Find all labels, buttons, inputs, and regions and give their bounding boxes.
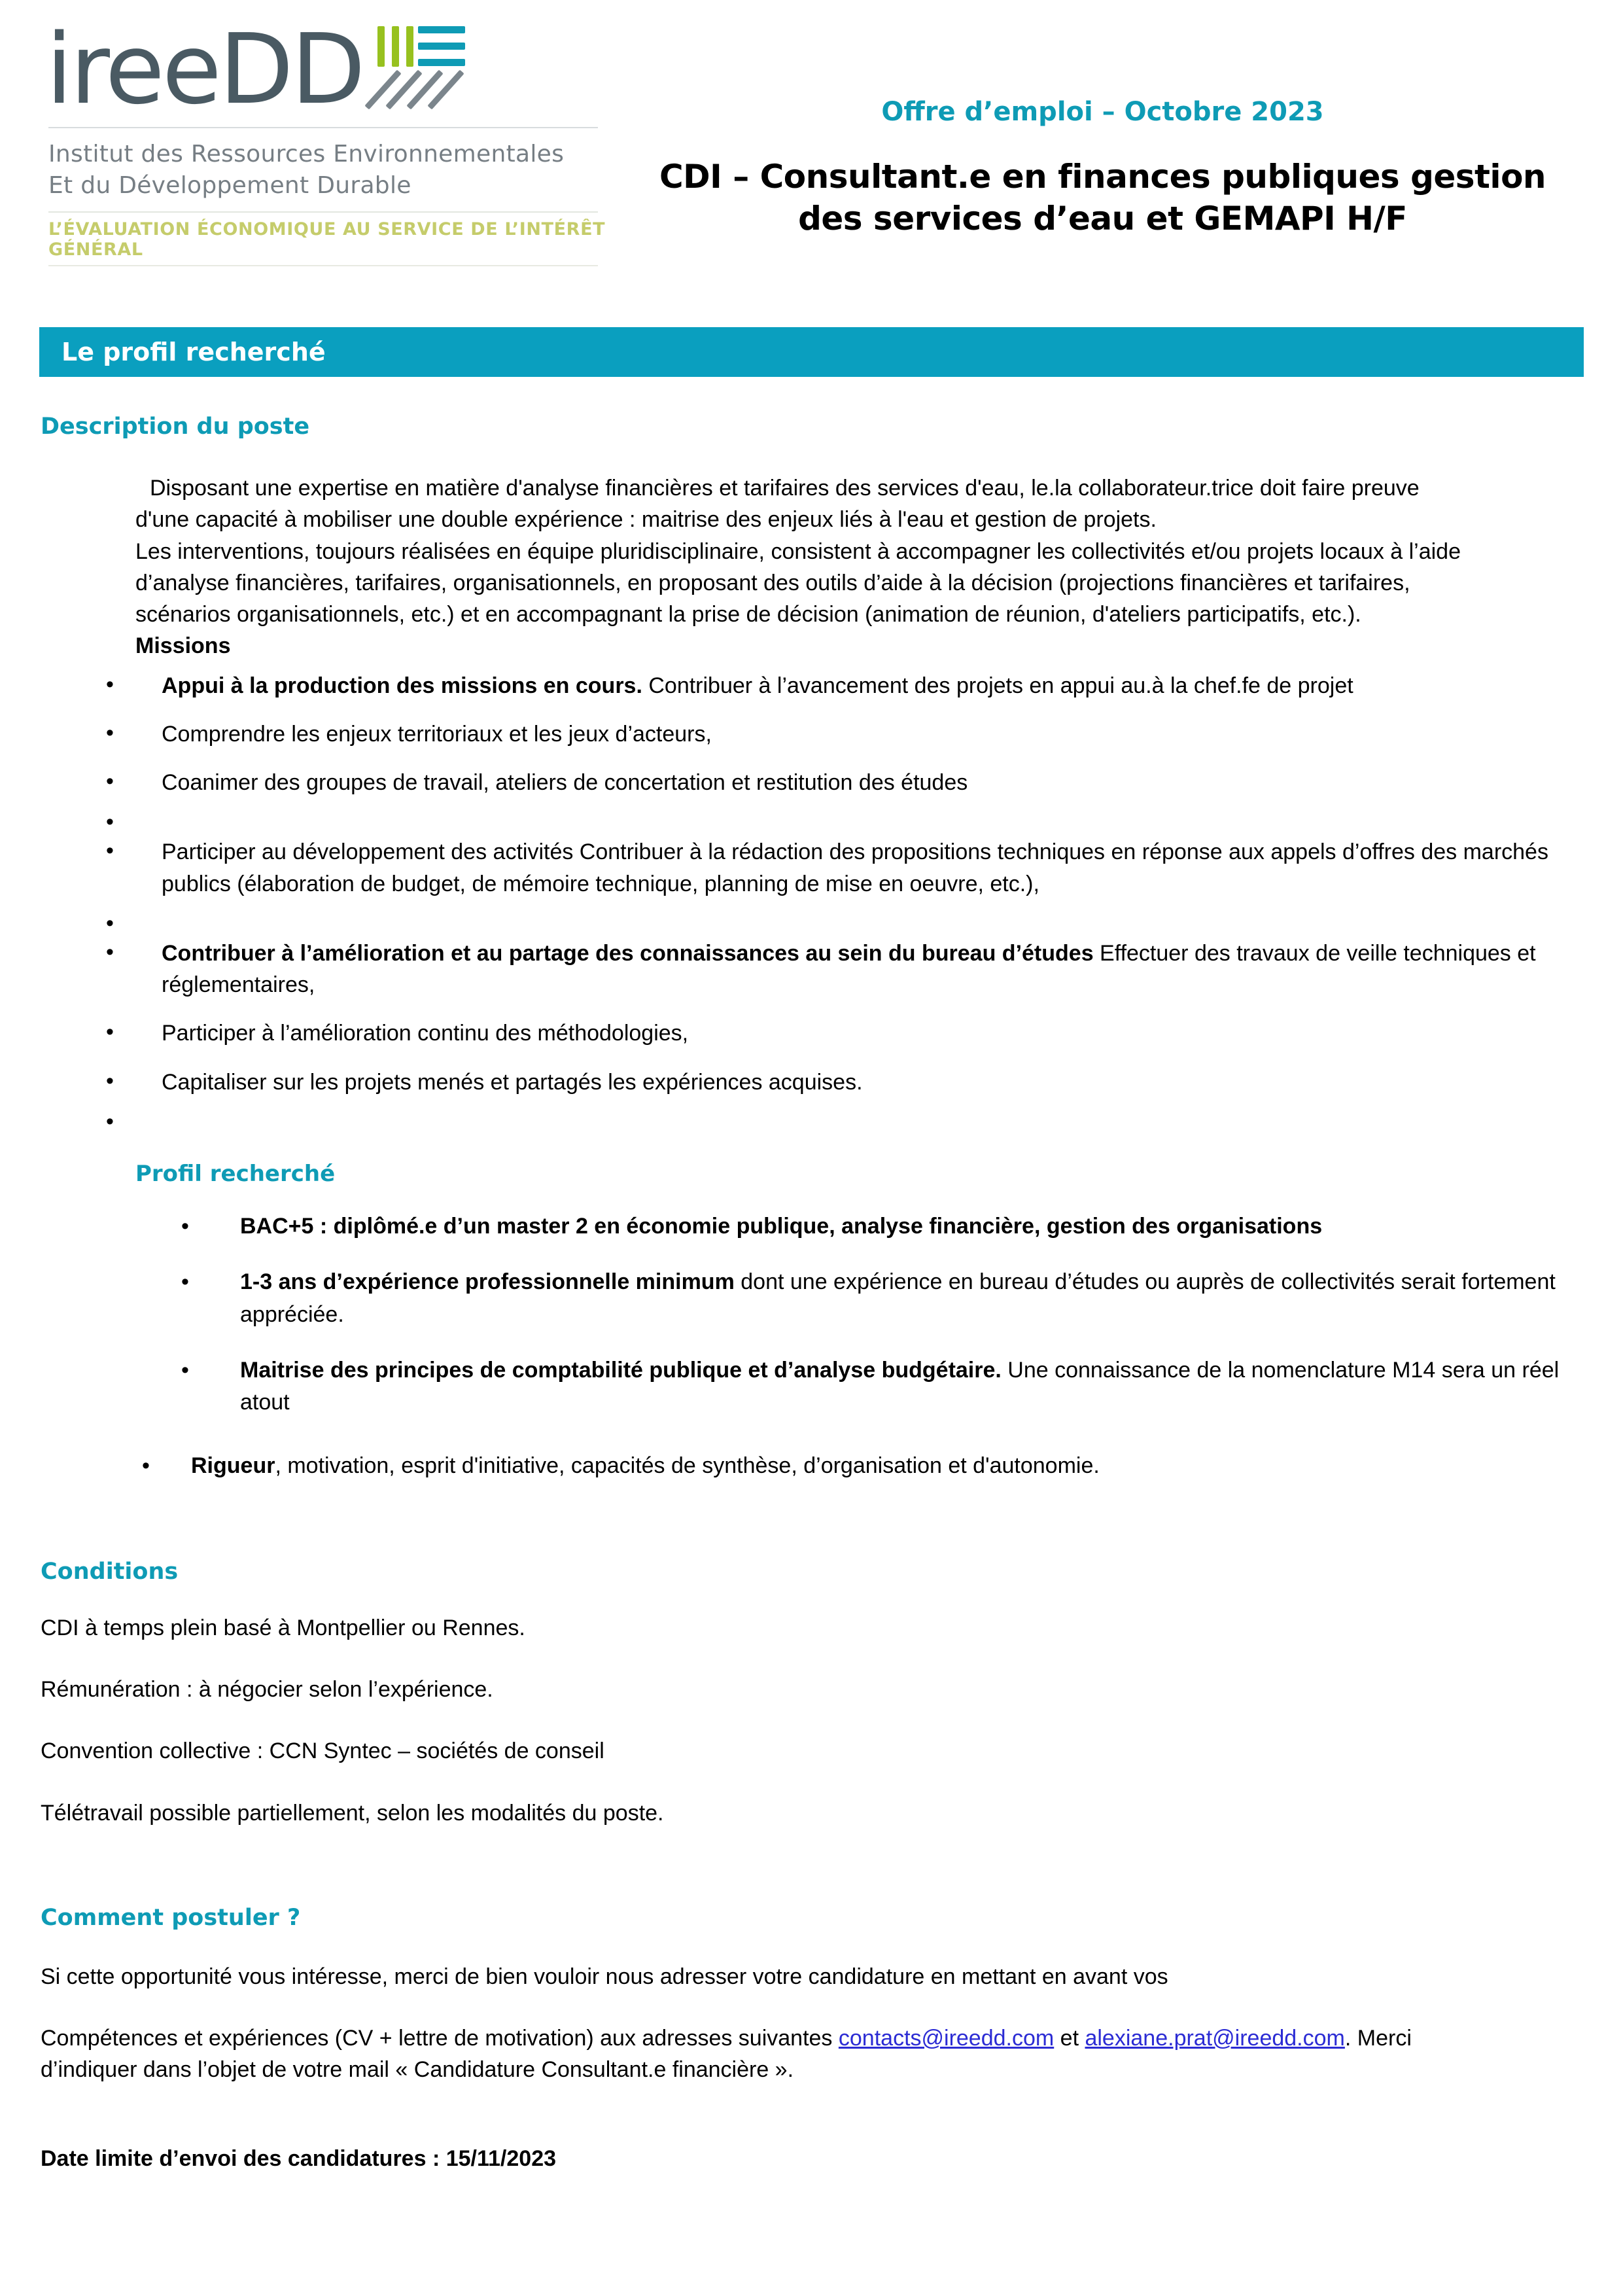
profil-list — [41, 1210, 1577, 1419]
logo-top-row — [46, 12, 628, 126]
job-title-line-1: CDI – Consultant.e en finances publiques gestion — [659, 158, 1546, 196]
list-item — [106, 670, 1577, 701]
page-title — [628, 156, 1577, 239]
bars-and-diagonals-icon — [375, 22, 466, 120]
logo-subtitle-line-2: Et du Développement Durable — [48, 171, 411, 199]
list-item — [106, 718, 1577, 750]
email-link-alexiane[interactable]: alexiane.prat@ireedd.com — [1085, 2026, 1345, 2051]
list-item — [106, 1067, 1577, 1098]
apply-text-post: . Merci d’indiquer dans l’objet de votre mail « Candidature Consultant.e financière ». — [41, 2026, 1412, 2083]
list-item-text: Participer au développement des activités Contribuer à la rédaction des propositions techniques en réponse aux appels d’offres des marchés publics (élaboration de budget, de mémoire technique, planning de mise en oeuvre, etc.), — [162, 839, 1548, 896]
list-item — [106, 807, 1577, 819]
intro-paragraph-1: Disposant une expertise en matière d'analyse financières et tarifaires des services d'eau, le.la collaborateur.trice doit faire preuve d'une capacité à mobiliser une double expérience : maitrise des enjeux liés à l'eau et gestion de projets. — [135, 476, 1420, 533]
list-item — [142, 1450, 1577, 1482]
apply-text-mid: et — [1054, 2026, 1085, 2051]
heading-comment-postuler: Comment postuler ? — [41, 1904, 301, 1931]
condition-line: CDI à temps plein basé à Montpellier ou Rennes. — [41, 1615, 525, 1640]
list-item-text: Coanimer des groupes de travail, ateliers de concertation et restitution des études — [162, 770, 968, 796]
list-item — [106, 938, 1577, 1001]
rigueur-bold: Rigueur — [191, 1453, 275, 1479]
organization-logo — [39, 12, 628, 266]
list-item-text: Une connaissance de la nomenclature M14 sera un réel atout — [240, 1357, 1560, 1415]
list-item-bold: BAC+5 : diplômé.e d’un master 2 en économie publique, analyse financière, gestion des organisations — [240, 1213, 1323, 1239]
list-item-bold: 1-3 ans d’expérience professionnelle minimum — [240, 1269, 735, 1295]
list-item — [106, 1017, 1577, 1049]
list-item-text: Capitaliser sur les projets menés et partagés les expériences acquises. — [162, 1069, 863, 1095]
banner-label: Le profil recherché — [61, 338, 326, 366]
conditions-lines — [41, 1612, 1577, 1829]
missions-label: Missions — [135, 633, 231, 659]
heading-description-du-poste: Description du poste — [41, 414, 310, 440]
missions-list — [41, 670, 1577, 1119]
list-item — [80, 1266, 1577, 1331]
list-item — [80, 1354, 1577, 1419]
document-header — [0, 0, 1623, 281]
intro-paragraph-2: Les interventions, toujours réalisées en équipe pluridisciplinaire, consistent à accompagner les collectivités et/ou projets locaux à l’aide d’analyse financières, tarifaires, organisationnels, en proposant des outils d’aide à la décision (projections financières et tarifaires, scénarios organisationnels, etc.) et en accompagnant la prise de décision (animation de réunion, d'ateliers participatifs, etc.). — [135, 539, 1461, 627]
application-deadline: Date limite d’envoi des candidatures : 15/11/2023 — [41, 2146, 557, 2171]
rigueur-rest: , motivation, esprit d'initiative, capacités de synthèse, d’organisation et d'autonomie. — [275, 1453, 1100, 1479]
list-item-text: Contribuer à l’avancement des projets en appui au.à la chef.fe de projet — [642, 673, 1353, 698]
section-banner-profil — [39, 327, 1584, 377]
condition-line: Télétravail possible partiellement, selon les modalités du poste. — [41, 1800, 664, 1826]
header-title-block — [628, 18, 1584, 239]
logo-divider-1 — [48, 127, 598, 128]
email-link-contacts[interactable]: contacts@ireedd.com — [838, 2026, 1055, 2051]
document-body — [0, 414, 1623, 2172]
heading-conditions: Conditions — [41, 1558, 179, 1585]
list-item-lead — [240, 1210, 1322, 1243]
list-item-lead — [240, 1354, 1577, 1419]
list-item-text: Effectuer des travaux de veille techniques et réglementaires, — [162, 940, 1536, 998]
condition-line: Convention collective : CCN Syntec – sociétés de conseil — [41, 1739, 604, 1764]
list-item-bold: Maitrise des principes de comptabilité publique et d’analyse budgétaire. — [240, 1357, 1002, 1383]
apply-paragraph-2 — [41, 2022, 1447, 2086]
job-title-line-2: des services d’eau et GEMAPI H/F — [798, 200, 1407, 238]
offer-date-line: Offre d’emploi – Octobre 2023 — [881, 97, 1324, 127]
list-item-text: Participer à l’amélioration continu des méthodologies, — [162, 1021, 689, 1046]
list-item-text: Comprendre les enjeux territoriaux et les jeux d’acteurs, — [162, 721, 712, 747]
apply-paragraph-1: Si cette opportunité vous intéresse, merci de bien vouloir nous adresser votre candidature en mettant en avant vos — [41, 1964, 1168, 1989]
intro-paragraphs — [135, 472, 1476, 662]
condition-line: Rémunération : à négocier selon l’expérience. — [41, 1677, 493, 1703]
logo-divider-3 — [48, 265, 598, 266]
list-item — [106, 836, 1577, 900]
logo-subtitle-line-1: Institut des Ressources Environnementales — [48, 141, 565, 168]
list-item — [80, 1210, 1577, 1243]
apply-text-pre: Compétences et expériences (CV + lettre de motivation) aux adresses suivantes — [41, 2026, 839, 2051]
list-item-bold: Appui à la production des missions en cours. — [162, 673, 642, 698]
list-item — [106, 909, 1577, 921]
logo-wordmark: ireeDD — [46, 12, 363, 126]
list-item-bold: Contribuer à l’amélioration et au partage des connaissances au sein du bureau d’études — [162, 940, 1094, 966]
list-item — [106, 767, 1577, 798]
list-item-text: dont une expérience en bureau d’études ou auprès de collectivités serait fortement appréciée. — [240, 1269, 1556, 1327]
list-item — [106, 1107, 1577, 1119]
logo-divider-2 — [48, 211, 598, 213]
list-item-lead — [240, 1266, 1577, 1331]
profil-extra-list — [41, 1450, 1577, 1482]
heading-profil-recherche: Profil recherché — [135, 1160, 336, 1187]
logo-tagline: L’ÉVALUATION ÉCONOMIQUE AU SERVICE DE L’INTÉRÊT GÉNÉRAL — [48, 219, 606, 260]
